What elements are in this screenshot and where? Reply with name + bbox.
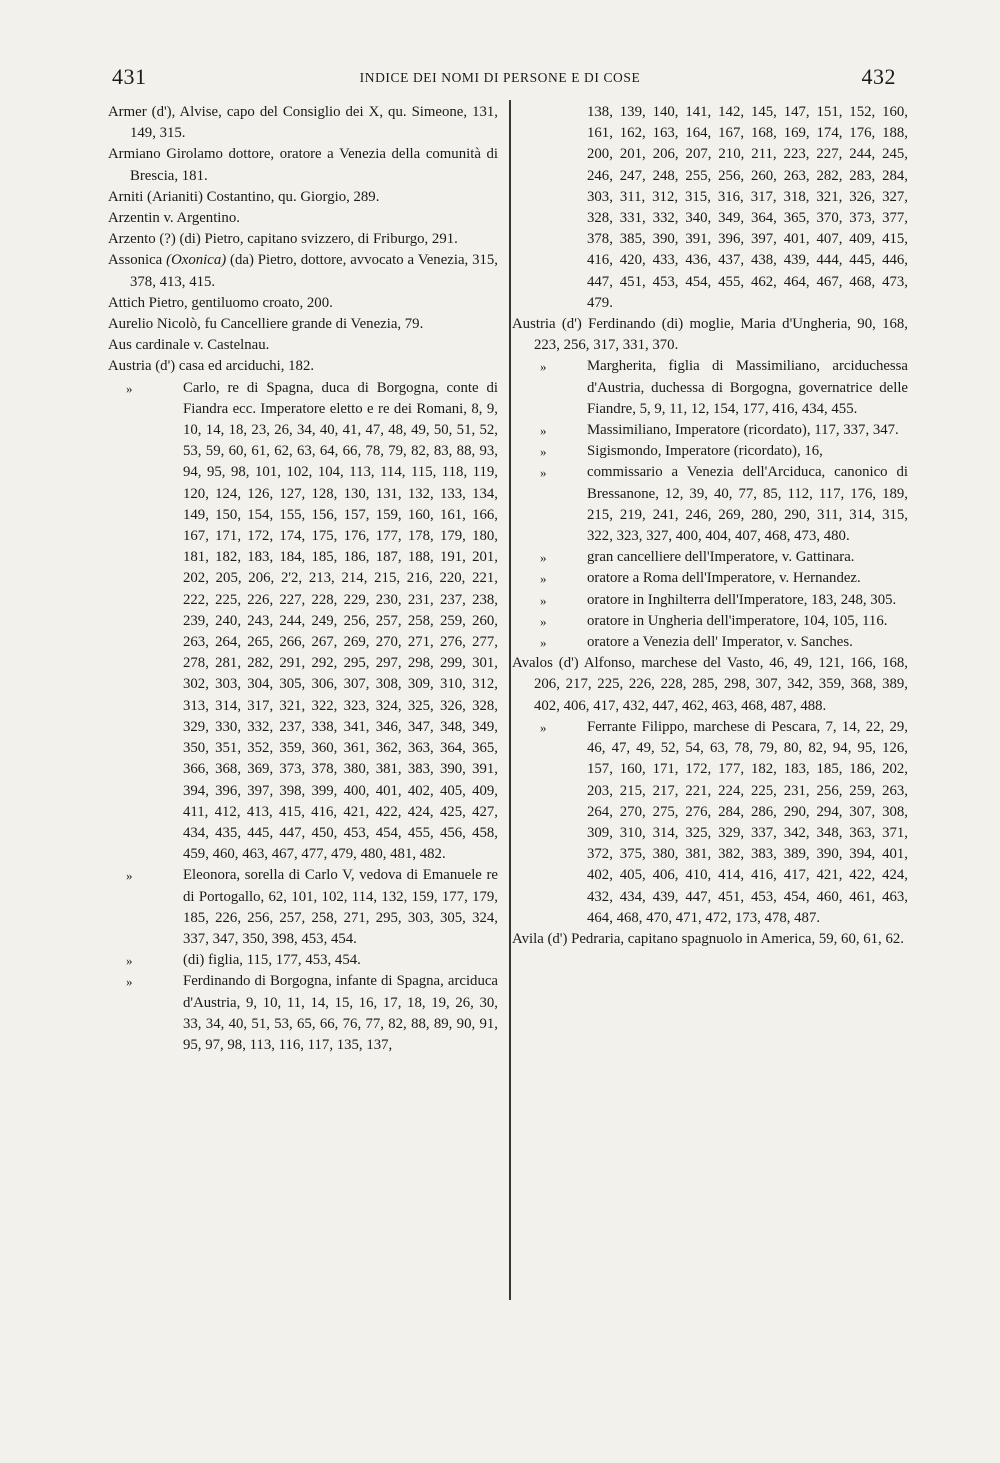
subentry-massimiliano (512, 420, 908, 441)
subentry-carlo (108, 378, 498, 866)
subentry-oratore-venezia (512, 632, 908, 653)
index-entry-avalos-alfonso: Avalos (d') Alfonso, marchese del Vasto, 46, 49, 121, 166, 168, 206, 217, 225, 226, 228, 285, 298, 307, 342, 359, 368, 389, 402, 406, 417, 432, 447, 462, 463, 468, 487, 488. (512, 655, 908, 714)
subentry-eleonora-text: Eleonora, sorella di Carlo V, vedova di Emanuele re di Portogallo, 62, 101, 102, 114, 132, 159, 177, 179, 185, 226, 256, 257, 258, 271, 295, 303, 305, 324, 337, 347, 350, 398, 453, 454. (183, 867, 498, 947)
subentry-eleonora (108, 865, 498, 950)
ditto-mark: » (540, 359, 547, 375)
subentry-oratore-roma-text: oratore a Roma dell'Imperatore, v. Hernandez. (587, 570, 861, 587)
subentry-sigismondo-text: Sigismondo, Imperatore (ricordato), 16, (587, 443, 823, 460)
index-entry-austria-ferdinando-moglie: Austria (d') Ferdinando (di) moglie, Maria d'Ungheria, 90, 168, 223, 256, 317, 331, 370. (512, 316, 908, 354)
subentry-ferdinando-continued: 138, 139, 140, 141, 142, 145, 147, 151, 152, 160, 161, 162, 163, 164, 167, 168, 169, 174, 176, 188, 200, 201, 206, 207, 210, 211, 223, 227, 244, 245, 246, 247, 248, 255, 256, 260, 263, 282, 283, 284, 303, 311, 312, 315, 316, 317, 318, 321, 326, 327, 328, 331, 332, 340, 349, 364, 365, 370, 373, 377, 378, 385, 390, 391, 396, 397, 401, 407, 409, 415, 416, 420, 433, 436, 437, 438, 439, 444, 445, 446, 447, 451, 453, 454, 455, 462, 464, 467, 468, 473, 479. (587, 104, 908, 311)
subentry-margherita (512, 356, 908, 420)
subentry-oratore-ungheria (512, 611, 908, 632)
subentry-margherita-text: Margherita, figlia di Massimiliano, arciduchessa d'Austria, duchessa di Borgogna, governatrice delle Fiandre, 5, 9, 11, 12, 154, 177, 416, 434, 455. (587, 358, 908, 417)
index-entry-assonica (108, 250, 498, 292)
assonica-detail: (da) Pietro, dottore, avvocato a Venezia, 315, 378, 413, 415. (130, 252, 499, 290)
index-entry-armer: Armer (d'), Alvise, capo del Consiglio dei X, qu. Simeone, 131, 149, 315. (108, 104, 498, 142)
assonica-variant: (Oxonica) (166, 252, 227, 269)
index-entry-austria-casa: Austria (d') casa ed arciduchi, 182. (108, 358, 315, 375)
ditto-mark: » (540, 635, 547, 651)
subentry-gran-cancelliere-text: gran cancelliere dell'Imperatore, v. Gattinara. (587, 549, 855, 566)
subentry-carlo-text: Carlo, re di Spagna, duca di Borgogna, conte di Fiandra ecc. Imperatore eletto e re dei Romani, 8, 9, 10, 14, 18, 23, 26, 34, 40, 41, 47, 48, 49, 50, 51, 52, 53, 59, 60, 61, 62, 63, 64, 66, 78, 79, 82, 83, 88, 93, 94, 95, 98, 101, 102, 104, 113, 114, 115, 118, 119, 120, 124, 126, 127, 128, 130, 131, 132, 133, 134, 149, 150, 154, 155, 156, 157, 159, 160, 161, 166, 167, 171, 172, 174, 175, 176, 177, 178, 179, 180, 181, 182, 183, 184, 185, 186, 187, 188, 191, 201, 202, 205, 206, 2'2, 213, 214, 215, 216, 220, 221, 222, 225, 226, 227, 228, 229, 230, 231, 237, 238, 239, 240, 243, 244, 249, 256, 257, 258, 259, 260, 263, 264, 265, 266, 267, 269, 270, 271, 276, 277, 278, 281, 282, 291, 292, 295, 297, 298, 299, 301, 302, 303, 304, 305, 306, 307, 308, 309, 310, 312, 313, 314, 317, 321, 322, 323, 324, 325, 326, 328, 329, 330, 332, 237, 338, 341, 346, 347, 348, 349, 350, 351, 352, 359, 360, 361, 362, 363, 364, 365, 366, 368, 369, 373, 378, 380, 381, 383, 390, 391, 394, 396, 397, 398, 399, 400, 401, 402, 405, 409, 411, 412, 413, 415, 416, 421, 422, 424, 425, 427, 434, 435, 445, 447, 450, 453, 454, 455, 456, 458, 459, 460, 463, 467, 477, 479, 480, 481, 482. (183, 379, 498, 863)
ditto-mark: » (540, 423, 547, 439)
ditto-mark: » (126, 380, 133, 396)
ditto-mark: » (540, 465, 547, 481)
column-divider (509, 100, 511, 1300)
subentry-oratore-inghilterra-text: oratore in Inghilterra dell'Imperatore, 183, 248, 305. (587, 591, 897, 608)
ditto-mark: » (540, 444, 547, 460)
index-entry-arzentin: Arzentin v. Argentino. (108, 210, 240, 227)
index-entry-arzento: Arzento (?) (di) Pietro, capitano svizzero, di Friburgo, 291. (108, 231, 458, 248)
subentry-gran-cancelliere (512, 547, 908, 568)
ditto-mark: » (540, 592, 547, 608)
ditto-mark: » (540, 571, 547, 587)
right-page-number: 432 (861, 64, 896, 89)
subentry-sigismondo (512, 441, 908, 462)
subentry-commissario-text: commissario a Venezia dell'Arciduca, canonico di Bressanone, 12, 39, 40, 77, 85, 112, 117, 176, 189, 215, 219, 241, 246, 269, 280, 290, 311, 314, 315, 322, 323, 327, 400, 404, 407, 468, 473, 480. (587, 464, 908, 545)
subentry-oratore-inghilterra (512, 590, 908, 611)
subentry-ferrante-text: Ferrante Filippo, marchese di Pescara, 7, 14, 22, 29, 46, 47, 49, 52, 54, 63, 78, 79, 80, 82, 94, 95, 126, 157, 160, 171, 172, 177, 182, 183, 185, 186, 202, 203, 215, 217, 221, 224, 225, 231, 256, 259, 263, 264, 270, 275, 276, 284, 286, 290, 294, 307, 308, 309, 310, 314, 325, 329, 337, 342, 348, 363, 371, 372, 375, 380, 381, 382, 383, 389, 390, 394, 401, 402, 405, 406, 410, 414, 416, 417, 421, 422, 424, 432, 434, 439, 447, 451, 453, 454, 460, 461, 463, 464, 468, 470, 471, 472, 173, 478, 487. (587, 718, 908, 926)
index-entry-attich: Attich Pietro, gentiluomo croato, 200. (108, 294, 333, 311)
index-entry-arniti: Arniti (Arianiti) Costantino, qu. Giorgio, 289. (108, 188, 380, 205)
ditto-mark: » (540, 613, 547, 629)
subentry-figlia (108, 950, 498, 971)
subentry-ferdinando-text: Ferdinando di Borgogna, infante di Spagna, arciduca d'Austria, 9, 10, 11, 14, 15, 16, 17, 18, 19, 26, 30, 33, 34, 40, 51, 53, 65, 66, 76, 77, 82, 88, 89, 90, 91, 95, 97, 98, 113, 116, 117, 135, 137, (183, 973, 498, 1053)
subentry-ferrante (512, 717, 908, 929)
index-entry-armiano: Armiano Girolamo dottore, oratore a Venezia della comunità di Brescia, 181. (108, 146, 498, 184)
index-entry-aus: Aus cardinale v. Castelnau. (108, 337, 270, 354)
left-page-number: 431 (112, 64, 147, 89)
index-entry-aurelio: Aurelio Nicolò, fu Cancelliere grande di Venezia, 79. (108, 316, 424, 333)
ditto-mark: » (540, 719, 547, 735)
subentry-ferdinando (108, 971, 498, 1056)
assonica-name: Assonica (108, 252, 163, 269)
subentry-commissario (512, 462, 908, 547)
right-column (512, 102, 908, 950)
ditto-mark: » (540, 550, 547, 566)
ditto-mark: » (126, 868, 133, 884)
index-entry-avila: Avila (d') Pedraria, capitano spagnuolo in America, 59, 60, 61, 62. (512, 930, 904, 947)
ditto-mark: » (126, 974, 133, 990)
subentry-oratore-ungheria-text: oratore in Ungheria dell'imperatore, 104, 105, 116. (587, 612, 888, 629)
left-column (108, 102, 498, 1056)
subentry-figlia-text: (di) figlia, 115, 177, 453, 454. (183, 952, 361, 969)
subentry-oratore-roma (512, 568, 908, 589)
running-title: INDICE DEI NOMI DI PERSONE E DI COSE (359, 70, 641, 85)
subentry-massimiliano-text: Massimiliano, Imperatore (ricordato), 117, 337, 347. (587, 422, 899, 439)
subentry-oratore-venezia-text: oratore a Venezia dell' Imperator, v. Sanches. (587, 634, 853, 651)
ditto-mark: » (126, 953, 133, 969)
